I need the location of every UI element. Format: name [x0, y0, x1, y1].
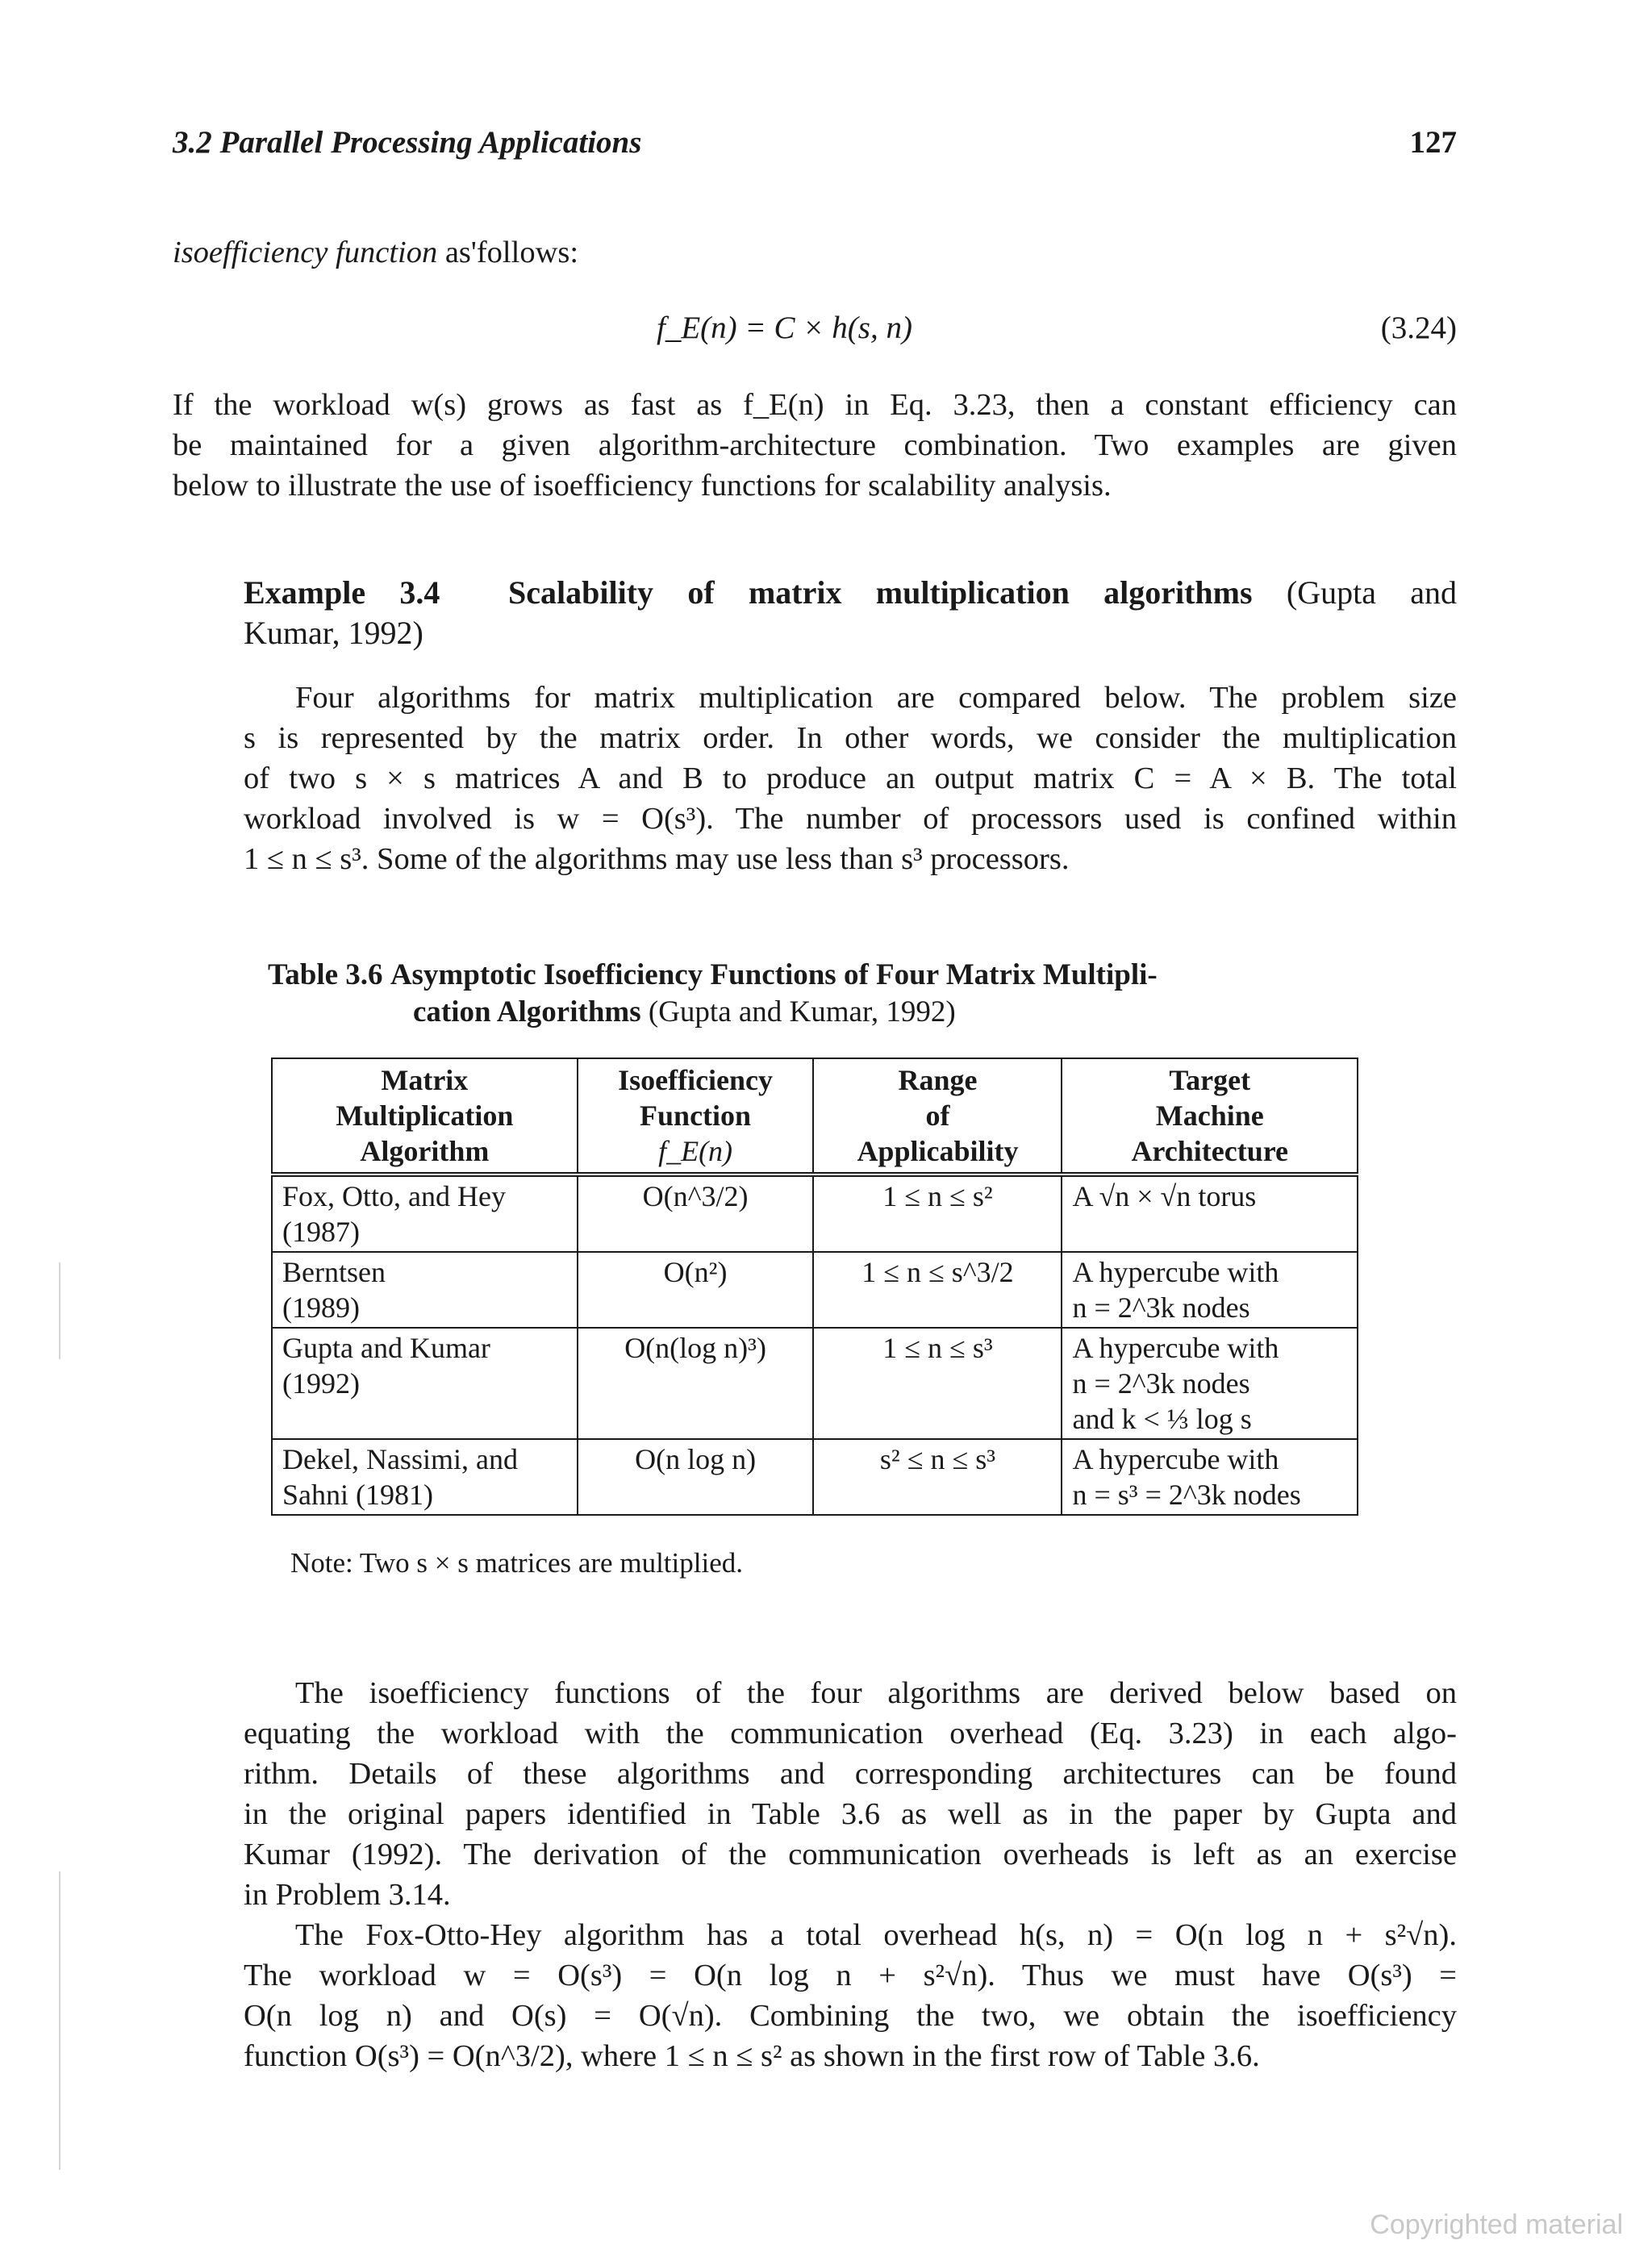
caption-bold-1: Asymptotic Isoefficiency Functions of Four Matrix Multipli-: [390, 958, 1158, 991]
cell-line: Gupta and Kumar: [282, 1332, 490, 1364]
cell-algorithm: [272, 1252, 578, 1328]
header-line: Target: [1169, 1064, 1251, 1096]
isoefficiency-table: [271, 1058, 1358, 1516]
header-line: Matrix: [381, 1064, 469, 1096]
cell-line: (1989): [282, 1291, 360, 1324]
paragraph-line: s is represented by the matrix order. In other words, we consider the multiplication: [244, 721, 1457, 755]
section-title: 3.2 Parallel Processing Applications: [173, 125, 642, 160]
cell-architecture: [1062, 1328, 1358, 1439]
paragraph-example: [244, 678, 1457, 879]
example-citation-2: Kumar, 1992): [244, 615, 423, 651]
header-line: of: [925, 1099, 950, 1132]
paragraph-line: in the original papers identified in Table 3.6 as well as in the paper by Gupta and: [244, 1797, 1457, 1831]
table-row: [272, 1328, 1358, 1439]
header-line: Function: [640, 1099, 752, 1132]
header-line: Range: [898, 1064, 978, 1096]
cell-line: A hypercube with: [1072, 1332, 1279, 1364]
paragraph-line: 1 ≤ n ≤ s³. Some of the algorithms may use less than s³ processors.: [244, 842, 1070, 876]
header-line: Applicability: [857, 1135, 1019, 1167]
paragraph-line: workload involved is w = O(s³). The number of processors used is confined within: [244, 802, 1457, 836]
caption-bold-2: cation Algorithms: [413, 995, 641, 1028]
cell-architecture: [1062, 1174, 1358, 1252]
table-label: Table 3.6: [268, 958, 383, 991]
cell-line: (1987): [282, 1216, 360, 1248]
example-title: Scalability of matrix multiplication algorithms: [508, 574, 1253, 611]
caption-line-2: [268, 994, 1381, 1031]
cell-line: and k < ⅓ log s: [1072, 1403, 1252, 1435]
paragraph-line: The isoefficiency functions of the four algorithms are derived below based on: [295, 1676, 1457, 1710]
cell-range: 1 ≤ n ≤ s^3/2: [813, 1252, 1062, 1328]
header-function: [578, 1058, 814, 1174]
table-header-row: [272, 1058, 1358, 1174]
paragraph-workload: [173, 385, 1457, 506]
cell-line: A √n × √n torus: [1072, 1180, 1257, 1212]
caption-line-1: [268, 957, 1381, 994]
copyright-watermark: Copyrighted material: [1370, 2209, 1623, 2240]
cell-algorithm: [272, 1328, 578, 1439]
header-line: Machine: [1155, 1099, 1264, 1132]
table-note: Note: Two s × s matrices are multiplied.: [290, 1547, 743, 1579]
cell-line: A hypercube with: [1072, 1256, 1279, 1288]
cell-range: 1 ≤ n ≤ s²: [813, 1174, 1062, 1252]
paragraph-line: function O(s³) = O(n^3/2), where 1 ≤ n ≤ s² as shown in the first row of Table 3.6.: [244, 2039, 1260, 2073]
paragraph-line: Four algorithms for matrix multiplication are compared below. The problem size: [295, 681, 1457, 715]
paragraph-line: below to illustrate the use of isoefficiency functions for scalability analysis.: [173, 469, 1112, 503]
cell-function: O(n^3/2): [578, 1174, 814, 1252]
cell-function: O(n(log n)³): [578, 1328, 814, 1439]
paragraph-line: of two s × s matrices A and B to produce an output matrix C = A × B. The total: [244, 761, 1457, 795]
cell-range: 1 ≤ n ≤ s³: [813, 1328, 1062, 1439]
cell-function: O(n log n): [578, 1439, 814, 1515]
caption-citation: (Gupta and Kumar, 1992): [640, 995, 956, 1028]
paragraph-line: The Fox-Otto-Hey algorithm has a total overhead h(s, n) = O(n log n + s²√n).: [295, 1918, 1457, 1952]
cell-line: (1992): [282, 1367, 360, 1400]
scan-margin-mark: [59, 1262, 60, 1359]
running-head: [173, 124, 1457, 161]
cell-line: Sahni (1981): [282, 1479, 433, 1511]
equation-body: f_E(n) = C × h(s, n): [657, 311, 912, 345]
table-row: [272, 1174, 1358, 1252]
header-range: [813, 1058, 1062, 1174]
cell-algorithm: [272, 1439, 578, 1515]
paragraph-derivation: [244, 1673, 1457, 2076]
cell-line: Fox, Otto, and Hey: [282, 1180, 506, 1212]
equation-number: (3.24): [1380, 311, 1457, 345]
header-line: Isoefficiency: [618, 1064, 774, 1096]
example-heading-line: [244, 573, 1457, 613]
header-line: Architecture: [1131, 1135, 1289, 1167]
intro-line: [173, 232, 578, 273]
paragraph-line: Kumar (1992). The derivation of the communication overheads is left as an exercise: [244, 1838, 1457, 1871]
cell-line: Berntsen: [282, 1256, 386, 1288]
cell-range: s² ≤ n ≤ s³: [813, 1439, 1062, 1515]
example-label: Example 3.4: [244, 574, 440, 611]
paragraph-line: equating the workload with the communication overhead (Eq. 3.23) in each algo-: [244, 1717, 1457, 1750]
header-line: Multiplication: [336, 1099, 514, 1132]
table-row: [272, 1439, 1358, 1515]
header-architecture: [1062, 1058, 1358, 1174]
cell-line: n = 2^3k nodes: [1072, 1367, 1250, 1400]
scan-margin-mark: [59, 1871, 60, 2170]
cell-line: A hypercube with: [1072, 1443, 1279, 1475]
cell-line: n = s³ = 2^3k nodes: [1072, 1479, 1301, 1511]
cell-algorithm: [272, 1174, 578, 1252]
table-row: [272, 1252, 1358, 1328]
paragraph-line: in Problem 3.14.: [244, 1878, 451, 1912]
cell-line: n = 2^3k nodes: [1072, 1291, 1250, 1324]
paragraph-line: O(n log n) and O(s) = O(√n). Combining the two, we obtain the isoefficiency: [244, 1999, 1457, 2033]
cell-line: Dekel, Nassimi, and: [282, 1443, 518, 1475]
paragraph-line: rithm. Details of these algorithms and corresponding architectures can be found: [244, 1757, 1457, 1791]
example-citation-1: (Gupta and: [1286, 574, 1458, 611]
cell-architecture: [1062, 1439, 1358, 1515]
header-line: f_E(n): [658, 1135, 733, 1167]
intro-term: isoefficiency function: [173, 236, 438, 269]
example-heading: [244, 573, 1457, 653]
header-algorithm: [272, 1058, 578, 1174]
page-number: 127: [1409, 125, 1457, 160]
header-line: Algorithm: [360, 1135, 490, 1167]
table-caption: [268, 957, 1381, 1031]
cell-architecture: [1062, 1252, 1358, 1328]
paragraph-line: The workload w = O(s³) = O(n log n + s²√n). Thus we must have O(s³) =: [244, 1959, 1457, 1992]
paragraph-line: If the workload w(s) grows as fast as f_E(n) in Eq. 3.23, then a constant efficiency can: [173, 388, 1457, 422]
intro-rest: as'follows:: [437, 236, 579, 269]
paragraph-line: be maintained for a given algorithm-architecture combination. Two examples are given: [173, 428, 1457, 462]
cell-function: O(n²): [578, 1252, 814, 1328]
